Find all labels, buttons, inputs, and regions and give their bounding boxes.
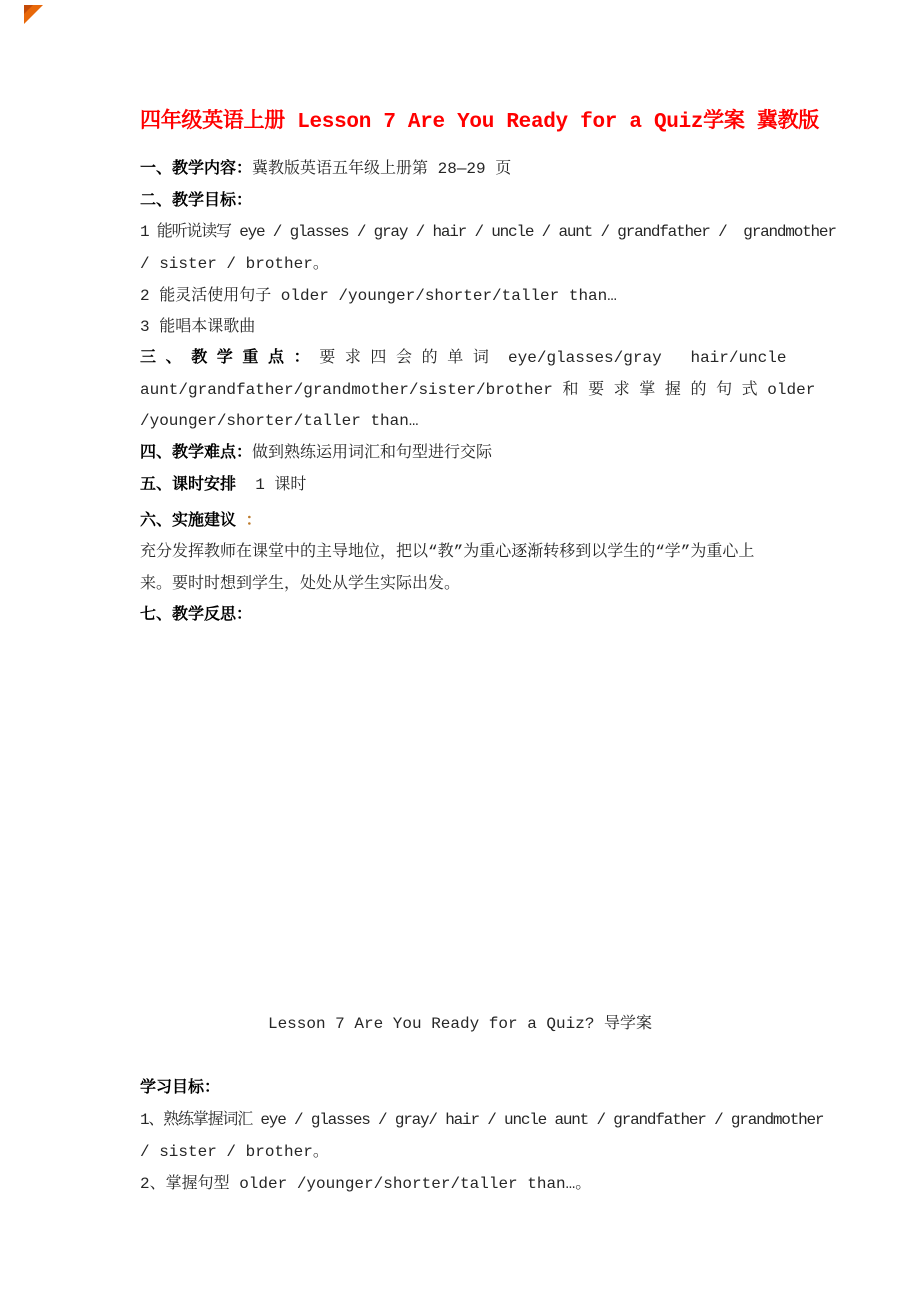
key-points-line-1 [140, 347, 787, 369]
objective-1-line-2: / sister / brother。 [140, 255, 329, 273]
key-points-label: 三 、 教 学 重 点 ： [140, 349, 310, 367]
suggestions-heading [140, 510, 262, 532]
objective-1-line-1: 1 能听说读写 eye / glasses / gray / hair / uncle / aunt / grandfather / grandmother [140, 223, 836, 241]
study-goal-1-line-1: 1、熟练掌握词汇 eye / glasses / gray/ hair / uncle aunt / grandfather / grandmother [140, 1111, 824, 1129]
teaching-content-text: 冀教版英语五年级上册第 28—29 页 [252, 160, 512, 178]
teaching-content-label: 一、教学内容： [140, 160, 253, 178]
suggestions-paragraph-line-2: 来。要时时想到学生，处处从学生实际出发。 [140, 575, 461, 593]
key-points-line-2: aunt/grandfather/grandmother/sister/brother 和 要 求 掌 握 的 句 式 older [140, 381, 816, 399]
suggestions-label: 六、实施建议 [140, 512, 237, 530]
reflection-heading: 七、教学反思： [140, 606, 253, 624]
schedule-label: 五、课时安排 [140, 476, 237, 494]
study-plan-heading: Lesson 7 Are You Ready for a Quiz? 导学案 [267, 1015, 653, 1033]
study-goals-heading: 学习目标： [140, 1079, 221, 1097]
objective-2-line: 2 能灵活使用句子 older /younger/shorter/taller than… [140, 287, 617, 305]
schedule-text: 1 课时 [236, 476, 307, 494]
key-points-text-1: 要 求 四 会 的 单 词 eye/glasses/gray hair/uncle [309, 349, 787, 367]
suggestions-colon: ： [236, 512, 262, 530]
folded-corner-icon [24, 5, 43, 24]
teaching-content-line [140, 158, 511, 180]
doc-title: 四年级英语上册 Lesson 7 Are You Ready for a Quiz学案 冀教版 [140, 111, 819, 134]
difficulties-text: 做到熟练运用词汇和句型进行交际 [252, 444, 493, 462]
key-points-line-3: /younger/shorter/taller than… [140, 412, 419, 430]
difficulties-label: 四、教学难点： [140, 444, 253, 462]
objectives-heading: 二、教学目标： [140, 192, 253, 210]
suggestions-paragraph-line-1: 充分发挥教师在课堂中的主导地位，把以“教”为重心逐渐转移到以学生的“学”为重心上 [140, 543, 755, 561]
study-goal-2-line: 2、掌握句型 older /younger/shorter/taller than…。 [140, 1175, 592, 1193]
difficulties-line [140, 442, 492, 464]
study-goal-1-line-2: / sister / brother。 [140, 1143, 329, 1161]
objective-3-line: 3 能唱本课歌曲 [140, 318, 256, 336]
schedule-line [140, 474, 306, 496]
